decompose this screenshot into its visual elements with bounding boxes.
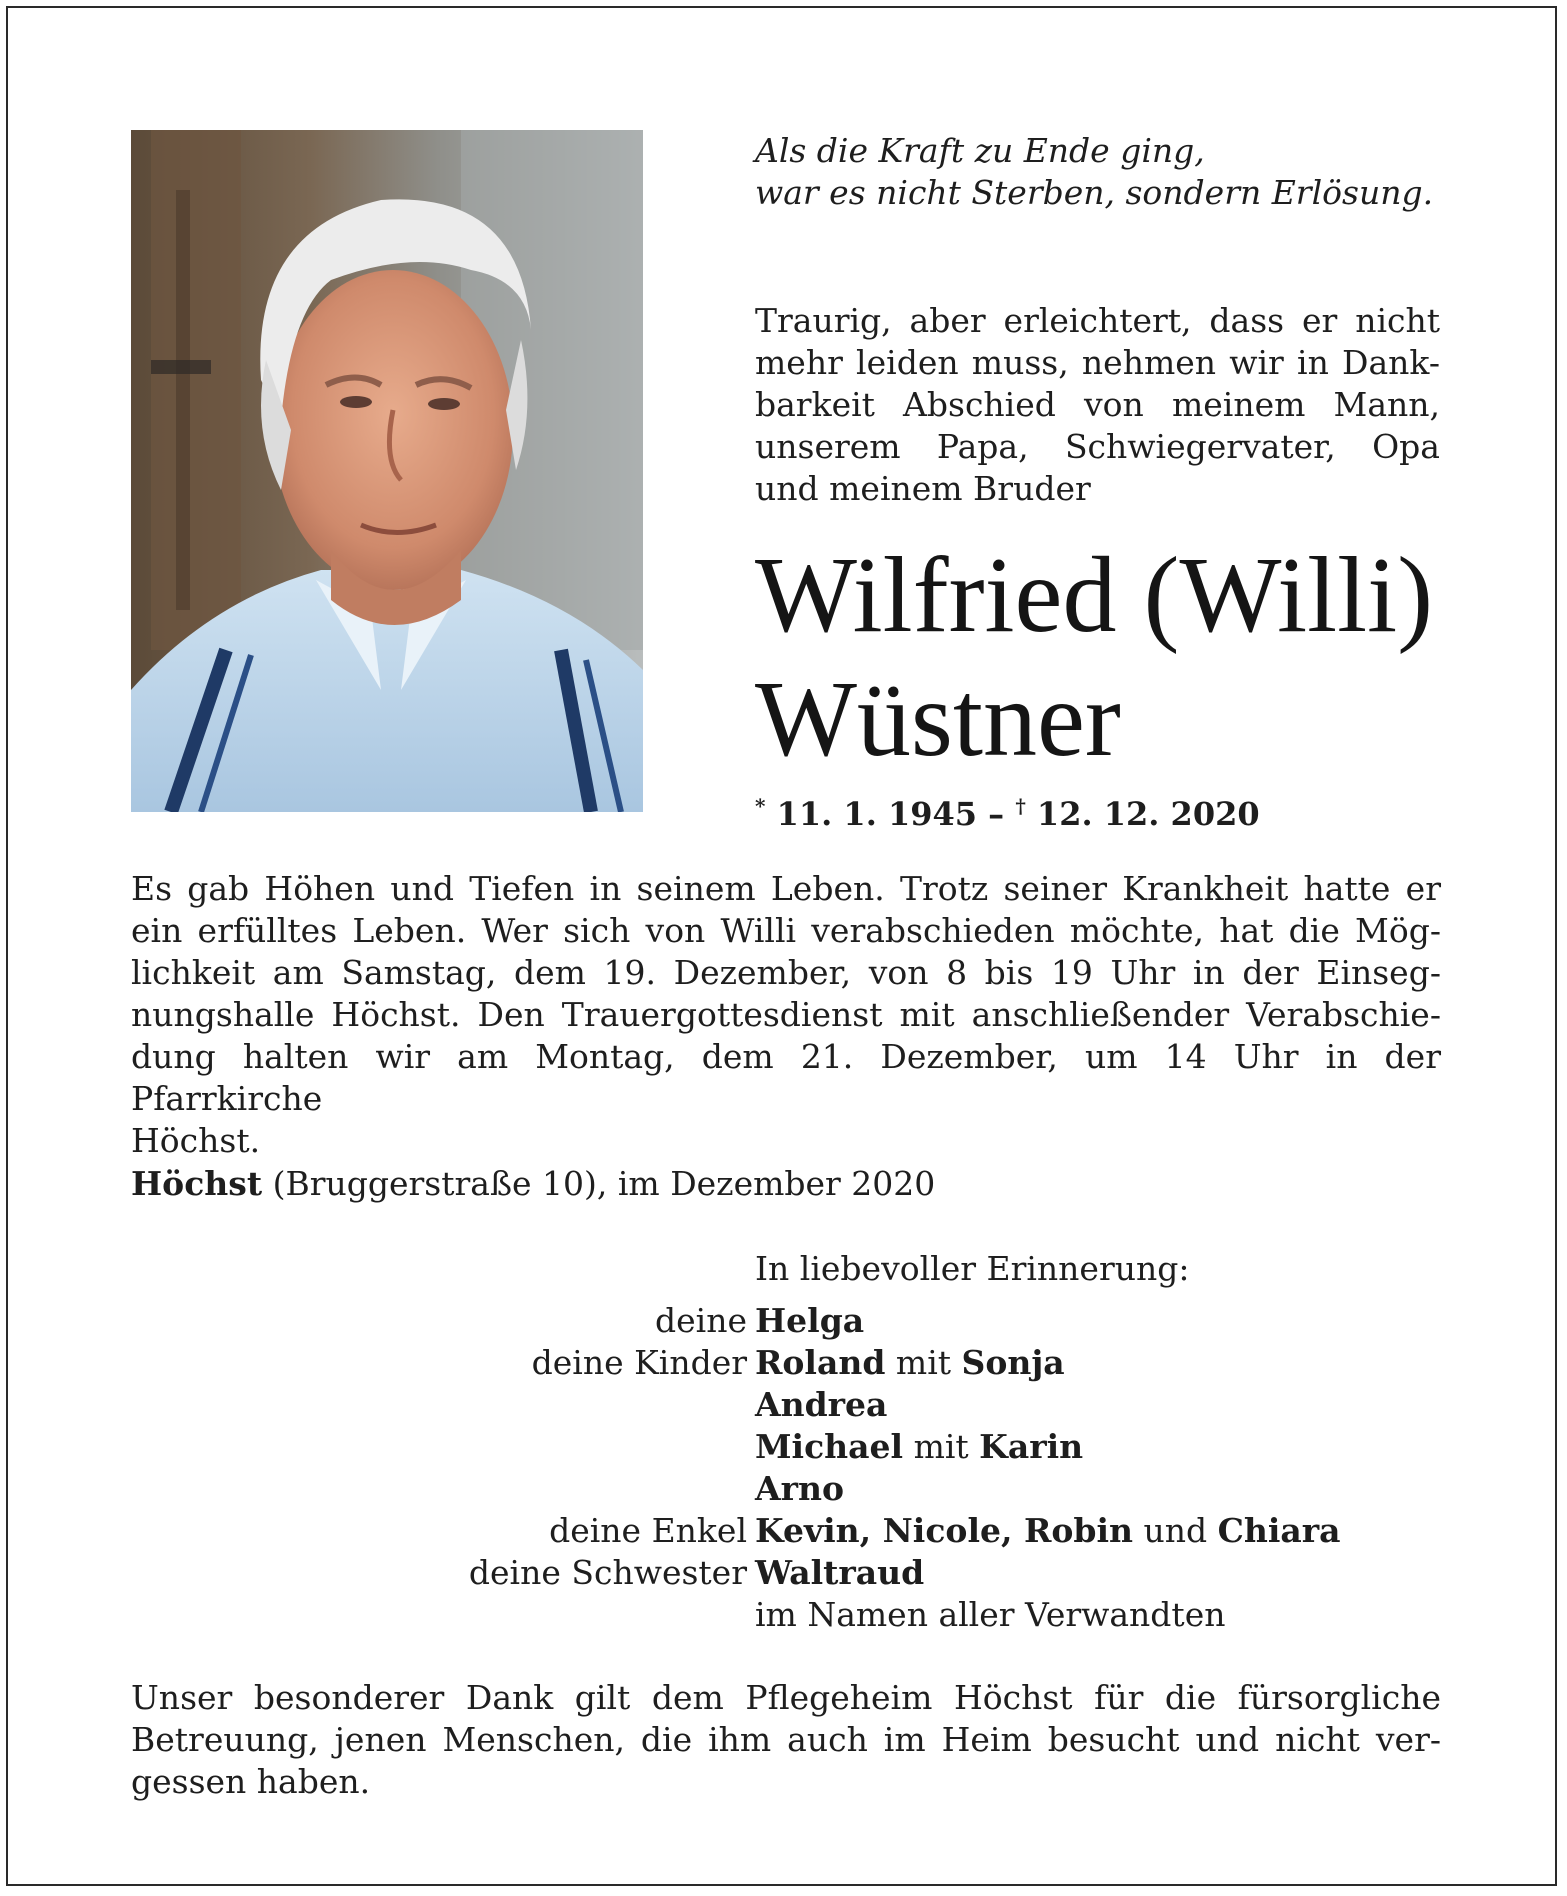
birth-date: 11. 1. 1945: [776, 795, 978, 833]
mourner-name: Karin: [979, 1427, 1084, 1466]
intro-line: unserem Papa, Schwiegervater, Opa: [755, 427, 1440, 466]
intro-line: Traurig, aber erleichtert, dass er nicht: [755, 301, 1440, 340]
mourner-name: Waltraud: [755, 1553, 925, 1592]
relation-label: deine Schwester: [468, 1553, 747, 1592]
mourner-row: [8, 1594, 1559, 1636]
place-and-date: [131, 1163, 935, 1205]
deceased-first-name: Wilfried (Willi): [755, 536, 1434, 655]
place-town: Höchst: [131, 1164, 263, 1203]
memory-intro: In liebevoller Erinnerung:: [755, 1249, 1190, 1288]
mourner-row: [8, 1426, 1559, 1468]
mourners-list: [8, 1300, 1559, 1636]
mourner-row: [8, 1552, 1559, 1594]
mourner-name: Michael: [755, 1427, 904, 1466]
mourner-name: Andrea: [755, 1385, 888, 1424]
mourner-name: Kevin, Nicole, Robin: [755, 1511, 1133, 1550]
connector-text: und: [1133, 1511, 1218, 1550]
motto-quote: [755, 130, 1475, 214]
mourner-name: Sonja: [961, 1343, 1065, 1382]
portrait-photo: [131, 130, 643, 812]
body-line: nungshalle Höchst. Den Trauergottesdienst mit anschließender Verabschie-: [131, 995, 1441, 1034]
body-line: Höchst.: [131, 1121, 261, 1160]
death-cross-icon: †: [1015, 794, 1026, 818]
intro-paragraph: [755, 300, 1440, 510]
connector-text: mit: [885, 1343, 962, 1382]
intro-line: und meinem Bruder: [755, 469, 1091, 508]
date-separator: –: [977, 795, 1016, 833]
thanks-line: Unser besonderer Dank gilt dem Pflegeheim Höchst für die fürsorgliche: [131, 1678, 1441, 1717]
mourner-name: Helga: [755, 1301, 865, 1340]
deceased-name: [755, 534, 1535, 782]
thanks-paragraph: [131, 1677, 1441, 1803]
connector-text: mit: [903, 1427, 980, 1466]
mourner-name: Chiara: [1217, 1511, 1341, 1550]
obituary-page: [6, 6, 1557, 1886]
mourner-row: [8, 1342, 1559, 1384]
relation-label: deine Kinder: [531, 1343, 747, 1382]
body-line: lichkeit am Samstag, dem 19. Dezember, von 8 bis 19 Uhr in der Einseg-: [131, 953, 1441, 992]
mourner-row: [8, 1468, 1559, 1510]
intro-line: barkeit Abschied von meinem Mann,: [755, 385, 1440, 424]
mourner-row: [8, 1510, 1559, 1552]
relation-label: deine Enkel: [549, 1511, 747, 1550]
intro-line: mehr leiden muss, nehmen wir in Dank-: [755, 343, 1440, 382]
funeral-details-paragraph: [131, 868, 1441, 1162]
deceased-last-name: Wüstner: [755, 660, 1121, 779]
portrait-illustration: [131, 130, 643, 812]
motto-line: Als die Kraft zu Ende ging,: [755, 131, 1205, 170]
birth-star-icon: *: [755, 794, 766, 818]
body-line: ein erfülltes Leben. Wer sich von Willi verabschieden möchte, hat die Mög-: [131, 911, 1441, 950]
place-address-date: (Bruggerstraße 10), im Dezember 2020: [262, 1164, 936, 1203]
mourner-name: Roland: [755, 1343, 886, 1382]
death-date: 12. 12. 2020: [1036, 795, 1260, 833]
body-line: dung halten wir am Montag, dem 21. Dezember, um 14 Uhr in der Pfarrkirche: [131, 1037, 1441, 1118]
thanks-line: gessen haben.: [131, 1762, 371, 1801]
life-dates: [755, 786, 1260, 834]
mourner-row: [8, 1300, 1559, 1342]
relatives-note: im Namen aller Verwandten: [755, 1595, 1226, 1634]
mourner-row: [8, 1384, 1559, 1426]
motto-line: war es nicht Sterben, sondern Erlösung.: [755, 173, 1434, 212]
mourner-name: Arno: [755, 1469, 844, 1508]
thanks-line: Betreuung, jenen Menschen, die ihm auch im Heim besucht und nicht ver-: [131, 1720, 1441, 1759]
body-line: Es gab Höhen und Tiefen in seinem Leben. Trotz seiner Krankheit hatte er: [131, 869, 1441, 908]
relation-label: deine: [655, 1301, 747, 1340]
